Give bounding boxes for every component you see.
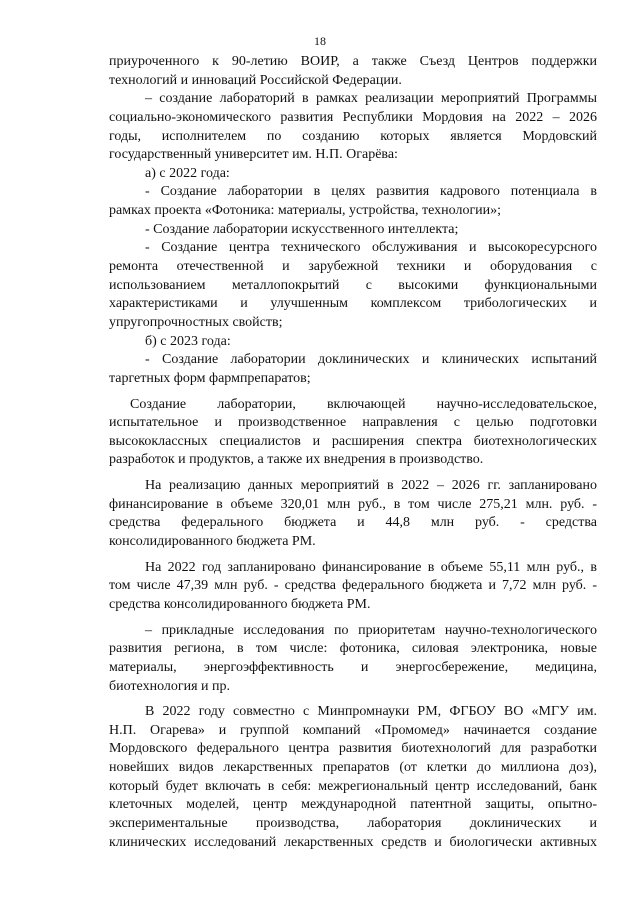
document-body: [109, 53, 597, 852]
text-line: – создание лабораторий в рамках реализации мероприятий Программы: [145, 91, 597, 107]
text-line: материалы, энергоэффективность и энергосбережение, медицина,: [109, 659, 597, 675]
text-line: На реализацию данных мероприятий в 2022 – 2026 гг. запланировано: [145, 478, 597, 494]
text-line: финансирование в объеме 320,01 млн руб., в том числе 275,21 млн. руб. -: [109, 496, 597, 512]
text-line: рамках проекта «Фотоника: материалы, устройства, технологии»;: [109, 203, 502, 219]
text-line: - Создание центра технического обслуживания и высокоресурсного: [145, 240, 597, 256]
text-line: На 2022 год запланировано финансирование в объеме 55,11 млн руб., в: [145, 559, 597, 575]
text-line: Создание лаборатории, включающей научно-исследовательское,: [130, 396, 597, 412]
text-line: экспериментальные производства, лаборатория доклинических и: [109, 815, 597, 831]
text-line: - Создание лаборатории в целях развития кадрового потенциала в: [145, 184, 597, 200]
text-line: биотехнология и пр.: [109, 678, 231, 694]
text-line: новейших видов лекарственных препаратов (от клетки до миллиона доз),: [109, 760, 597, 776]
text-line: развития региона, в том числе: фотоника, силовая электроника, новые: [109, 641, 597, 657]
text-line: социально-экономического развития Республики Мордовия на 2022 – 2026: [109, 109, 597, 125]
text-line: характеристиками и улучшенным комплексом трибологических и: [109, 296, 597, 312]
text-line: клеточных моделей, центр международной патентной защиты, опытно-: [109, 797, 597, 813]
text-line: испытательное и производственное направления с целью подготовки: [109, 415, 597, 431]
text-line: Мордовского федерального центра развития биотехнологий для разработки: [109, 741, 597, 757]
text-line: – прикладные исследования по приоритетам научно-технологического: [145, 622, 597, 638]
text-line: упругопрочностных свойств;: [109, 314, 283, 330]
text-line: средства консолидированного бюджета РМ.: [109, 596, 371, 612]
text-line: б) с 2023 года:: [145, 333, 231, 349]
text-line: таргетных форм фармпрепаратов;: [109, 370, 311, 386]
text-line: государственный университет им. Н.П. Огарёва:: [109, 147, 398, 163]
text-line: том числе 47,39 млн руб. - средства федерального бюджета и 7,72 млн руб. -: [109, 578, 597, 594]
text-line: высококлассных специалистов и расширения спектра биотехнологических: [109, 433, 597, 449]
text-line: клинических исследований лекарственных средств и биологически активных: [109, 834, 597, 850]
text-line: Н.П. Огарева» и группой компаний «Промомед» начинается создание: [109, 722, 597, 738]
text-line: а) с 2022 года:: [145, 165, 230, 181]
text-line: разработок и продуктов, а также их внедрения в производство.: [109, 452, 484, 468]
text-line: - Создание лаборатории искусственного интеллекта;: [145, 221, 459, 237]
text-line: годы, исполнителем по созданию которых является Мордовский: [109, 128, 597, 144]
text-line: В 2022 году совместно с Минпромнауки РМ, ФГБОУ ВО «МГУ им.: [145, 704, 597, 720]
text-line: средства федерального бюджета и 44,8 млн руб. - средства: [109, 515, 597, 531]
text-line: консолидированного бюджета РМ.: [109, 534, 316, 550]
text-line: приуроченного к 90-летию ВОИР, а также Съезд Центров поддержки: [109, 54, 597, 69]
text-line: - Создание лаборатории доклинических и клинических испытаний: [145, 352, 597, 368]
text-line: ремонта отечественной и зарубежной техники и оборудования с: [109, 259, 597, 275]
text-line: который будет включать в себя: межрегиональный центр исследований, банк: [109, 778, 597, 794]
text-line: использованием металлопокрытий с высокими функциональными: [109, 277, 597, 293]
text-line: технологий и инноваций Российской Федерации.: [109, 72, 402, 88]
page-number: 18: [314, 34, 326, 48]
